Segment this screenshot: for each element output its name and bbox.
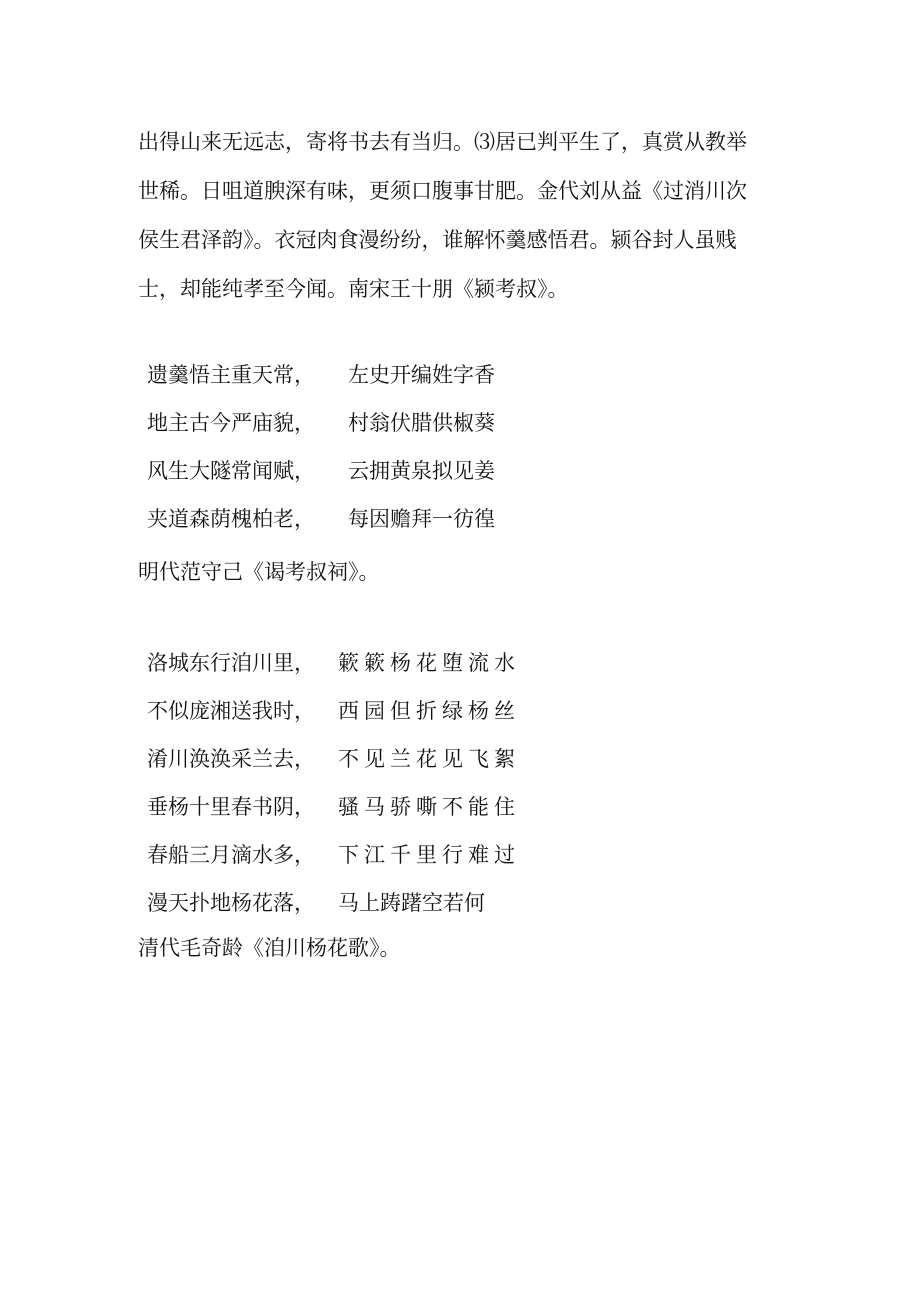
poem1-right-line: 村翁伏腊供椒葵	[348, 411, 495, 435]
paragraph-line: 侯生君泽韵》。衣冠肉食漫纷纷，谁解怀羹感悟君。颍谷封人虽贱	[138, 228, 737, 252]
paragraph-line: 士，却能纯孝至今闻。南宋王十朋《颍考叔》。	[138, 277, 569, 301]
poem2-right-line: 不见兰花见飞絮	[338, 747, 520, 771]
poem1-left-line: 风生大隧常闻赋，	[147, 459, 315, 483]
poem2-right-line: 下江千里行难过	[338, 843, 520, 867]
poem2-left-line: 春船三月滴水多，	[147, 843, 315, 867]
poem2-left-line: 漫天扑地杨花落，	[147, 891, 315, 915]
poem1-left-line: 地主古今严庙貌，	[147, 411, 315, 435]
paragraph-line: 出得山来无远志，寄将书去有当归。⑶居已判平生了，真赏从教举	[138, 130, 747, 154]
poem1-left-line: 夹道森荫槐柏老，	[147, 507, 315, 531]
poem1-citation: 明代范守己《谒考叔祠》。	[138, 560, 380, 584]
poem2-right-line: 骚马骄嘶不能住	[338, 795, 520, 819]
poem2-right-line: 簌簌杨花堕流水	[338, 651, 520, 675]
poem1-right-line: 每因赡拜一彷徨	[348, 507, 495, 531]
poem2-left-line: 洛城东行洎川里，	[147, 651, 315, 675]
poem2-left-line: 不似庞湘送我时，	[147, 699, 315, 723]
poem2-right-line: 马上踌躇空若何	[338, 891, 485, 915]
poem2-citation: 清代毛奇龄《洎川杨花歌》。	[138, 936, 401, 960]
poem1-left-line: 遗羹悟主重天常，	[147, 363, 315, 387]
poem2-left-line: 淆川涣涣采兰去，	[147, 747, 315, 771]
poem2-left-line: 垂杨十里春书阴，	[147, 795, 315, 819]
poem2-right-line: 西园但折绿杨丝	[338, 699, 520, 723]
poem1-right-line: 左史开编姓字香	[348, 363, 495, 387]
paragraph-line: 世稀。日咀道腴深有味，更须口腹事甘肥。金代刘从益《过消川次	[138, 179, 747, 203]
poem1-right-line: 云拥黄泉拟见姜	[348, 459, 495, 483]
